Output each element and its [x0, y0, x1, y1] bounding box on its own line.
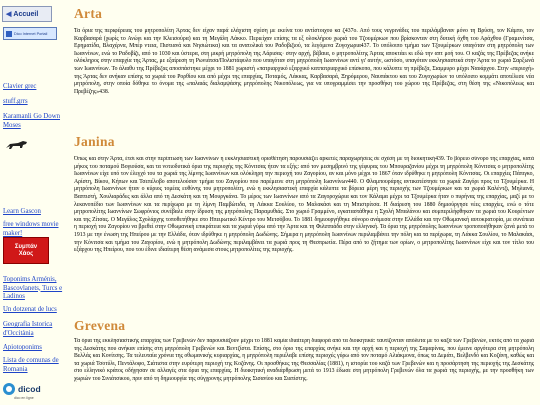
- sidebar-link-stuff[interactable]: stuff.grrs: [3, 98, 28, 105]
- dicod-icon: [3, 383, 15, 395]
- sidebar-link-karamanli[interactable]: Karamanli Go Down Moses: [3, 113, 61, 129]
- section-body-arta: Τα όρια της περιφέρειας του μητροπολίτη Άρτας δεν είχαν παρά ελάχιστη σχέση με εκείνα του αντίστοιχου κα ζ437ο. Από τους νεγρινάδες του περιλάμβαναν μόνο τη Βρύση, τον Κάμπο, τον Καρβασαρά (χωρίς το Ανώγι και την Κλεισούρα) και τη Μεγάλη Λάκκο. Περιείχαν επίσης τα εξ ολοκλήρου χωριά του Τζουμέρκων που βρίσκονταν στη δυτική όχθη του Αράχθου (Γραμενίτσα, Ερηματίδα, Βλαχέρνα, Μπέρ ντεια, Πιστιανά και Νησιώτικα) και τα ανατολικά του Ραδοβιζιού, τα λεγόμενα Ζυγοχωρια437. Το υπόλοιπο τμήμα των Τζουμέρκων υπαγόταν στη μητρόπολη των Ιωαννίνων, ενώ το Ραδοβίζι, από το 1030 και ύστερα, στη μικρή μητρόπολη της Λάρισας· στην αρχή, βέβαια, ο μητροπολίτης Άρτας αποκτάει κι εδώ την απτ μοή του. Ο καζάς της Πρέβεζας ανήκε ολόκληρος στην επαρχία της Άρτας, με εξαίρεση τη Ρωνιάτσα/Πολιστάφυλο που υπαγόταν στη μητρόπολη Ιωαννίνων αντί γι' αυτήν, ωστόσο, υπαγόταν εκκλησιαστικά στην Άρτα το χωριό Σαρξωνά των Ιωαννίνων. Το άλαιθυ της Πρέβεζας αποσπάστηκε μέχρι το 1881 χωριστή «πατριαρχικό εξαρχικό κατπατριαρχικό επίσκοπο, που κάλυπτε τη πρέβεζα, Σιαμμυρο μέχρι Ναυάρχου. Στην «περιοχή» της Άρτας δεν ανήκαν επίσης τα χωριά του Ρορθίου και από μέχρι της επαρχίας, Ποταμός, Λάκκας, Καρβασαρά, Ξηρόμερου, Ναυπάκτου και του Ζυγοχωρίων το υπόλοιπο κομμάτι αποτέλεσε νέα μητρόπολη, στην οποία δόθηκε το όνομα της «παλαιάς διαλαμψάσης μητρόπολης Νικοπόλεως, για να υπογραμμίσει την προσθήκη του χώρου της Πρέβεζας, στη θέση της «Νικοπόλεως και Πρεβέζης»438.: [74, 28, 534, 95]
- dictionary-word-2: Χάος: [18, 250, 34, 257]
- section-body-grevena: Τα όρια της εκκλησιαστικής επαρχίας των Γρεβενών δεν παρουσιάζουν μέχρι το 1881 καμία ιδιαίτερη διαφορά από τα διοικητικά: ταυτίζονταν απόλυτα με το καζά των Γρεβενών, εκτός από τα χωριά της Δεσκάτης που ανήκαν επίσης στη μητρόπολη Γρεβενών και Βεντζίστα. Επίσης, στο όριο της επαρχίας ανήκε και την αρχή και η περιοχή της Σαμαρίνας, που έμεινε αργότερα στη μητρόπολη Βελλάς και Κονίτσης. Τα τελευταία χρόνια της οθωμανικής κυριαρχίας, η μητρόπολη περιέλαβε επίσης περιοχές γύρω από τον ποταμό Αλιάκμονα, όπως τα Δεμάτι, Βελβενδό και Κοζάνη, καθώς και τα χωριά Τσοτύλι, Πεντάλοφο, Σιάτιστα στην ευρύτερη περιοχή της Κοζάνης. Οι προσθήκες της Θεσσαλίας (1881), η ιστορία του καζά των Γρεβενών και η προσάρτηση της περιοχής της Δεσκάτης στο ελληνικό κράτος οδήγησαν σε αλλαγές στα όρια της επαρχίας. Η διοικητική αναδιάρθρωση μετά το 1913 έδωσε στη μητρόπολη Γρεβενών όλα τα χωριά της περιοχής, με την προσθήκη των χωριών του Σινιάτσικου, πριν από τη δημιουργία της σύγχρονης μητρόπολης Σισανίου και Σιατίστης.: [74, 338, 534, 382]
- banner-text: Dico Internet Portail: [14, 31, 48, 36]
- dicod-subtitle: dico en ligne: [14, 396, 34, 400]
- dicod-logo[interactable]: [3, 381, 63, 397]
- dictionary-word-1: Συμπάν: [14, 243, 38, 250]
- sidebar-link-greek-keyboard[interactable]: Clavier grec: [3, 83, 37, 90]
- section-title-janina: Janina: [74, 134, 115, 149]
- arrow-left-icon: ◀: [6, 11, 12, 18]
- dictionary-box[interactable]: [3, 237, 49, 264]
- sidebar-link-apiotoponims[interactable]: Apiotoponims: [3, 344, 42, 351]
- sidebar-link-learn-gascon[interactable]: Learn Gascon: [3, 208, 41, 215]
- sidebar: [0, 0, 70, 405]
- sidebar-link-toponims[interactable]: Toponims Arménis, Bascovlanets, Turcs e Ladinos: [3, 276, 63, 300]
- section-body-janina: Όπως και στην Άρτα, έτσι και στην περίπτωση των Ιωαννίνων η εκκλησιαστική οριοθέτηση παρουσιάζει αρκετές παραχωρήσεις σε σχέση με τη διοικητική439. Το βόρειο σύνορο της επαρχίας, κατά μήκος του ποταμού Βογιούσα, και τα νοτιοδυτικά όρια της περιοχής της Κόνιτσας ήταν τα εξής: από τον μεσημβρινό της γέφυρας του Μπουραζανίου μέχρι τη μητρόπολη Κόνιτσας ο μητροπολίτης Ιωαννίνων είχε υπό τον έλεγχό του τα χωριά της λίμνης Ιωαννίνων και ολόκληρη την περιοχή του Ζαγορίου, αν και μόνο μέχρι το 1867 όταν ιδρύθηκε η μητρόπολη Κόνιτσας. Οι επαρχίες Πάπιγκο, Αρίστη, Βίκου, Κήπων και Τσεπέλοβο αποτελούσαν τμήμα του Ζαγορίου που παρέμεινε στη μητρόπολη Ιωαννίνων440. Ο Φλαμπουράρης αντικατέστησε τα χωριά Ζαγόρι προς τα Τζουμέρκα. Η μητρόπολη Ιωαννίνων ήταν ο κύριος τομέας ευθύνης του μητροπολίτη, ενώ η εκκλησιαστική επαρχία κάλυπτε τα βόρεια μέρη της περιοχής των Τζουμέρκων και τα χωριά Καλέντζι, Μηλιανά, Βαπτιστή, Χουλιαράδες και άλλα από τη Δεσκάτη και τη Μουργκάνα. Το μέρος των Ιωαννίνων από τα Ζαγοροχώρια και τον Κάλαμα μέχρι τα Τζουμέρκα ήταν ο πυρήνας της επαρχίας, μαζί με το λεκανοπέδιο των Ιωαννίνων και τα περίχωρα με τη λίμνη Παμβώτιδα, τη Λάκκα Σουλίου, το Μαλακάσι και τη Μπιστρίτσα. Η διαίρεση του 1880 δημιούργησε νέες επαρχίες, ενώ ο τότε μητροπολίτης Ιωαννίνων Σωφρόνιος συνέβαλε στην ίδρυση της μητρόπολης Παραμυθιάς. Στο χωριό Γραμμένο, εγκαταστάθηκε η Σχολή Μπαλάνου και συμπεριλήφθηκαν τα χωριά του Κουρέντων και της Ζίτσας. Ο Μεγάλος Σχολάρχης τοποθετήθηκε στο Ηπειρωτικό Κέντρο του Μετσόβου. Το 1881 δημιουργήθηκε σύνορο ανάμεσα στην Ελλάδα και την Οθωμανική αυτοκρατορία, με συνέπεια η περιοχή του Ζαγορίου να βρεθεί στην Οθωμανική επικράτεια και τα χωριά γύρω από την Άρτα και τη Φιλιππιάδα στην ελληνική. Τα όρια της μητρόπολης Ιωαννίνων τροποποιήθηκαν ξανά μετά το 1913 με την ένωση της Ηπείρου με την Ελλάδα, όταν ιδρύθηκε η μητρόπολη Δωδώνης. Σήμερα η μητρόπολη Ιωαννίνων περιλαμβάνει την πόλη και τα περίχωρα, τη Λάκκα Σουλίου, το Μαλακάσι, την Κόνιτσα και τμήμα του Ζαγορίου, ενώ η μητρόπολη Δωδώνης περιλαμβάνει τα χωριά προς τη Θεσπρωτία. Πέρα από το ζήτημα των ορίων, ο μητροπολίτης Ιωαννίνων είχε και τον τίτλο του εξάρχου της Ηπείρου, που του έδινε ιδιαίτερη θέση ανάμεσα στους μητροπολίτες της περιοχής.: [74, 156, 534, 254]
- section-title-arta: Arta: [74, 6, 103, 21]
- horse-image[interactable]: [3, 138, 33, 152]
- dicod-logo-text: dicod: [18, 384, 41, 394]
- banner-icon: [6, 31, 12, 37]
- sidebar-link-dotzenat[interactable]: Un dotzenat de lucs: [3, 306, 57, 313]
- portal-banner[interactable]: [3, 27, 57, 40]
- sidebar-link-comunas[interactable]: Lista de comunas de Romania: [3, 357, 59, 373]
- home-button-label: Accueil: [13, 10, 39, 18]
- section-title-grevena: Grevena: [74, 318, 126, 333]
- home-button[interactable]: [2, 6, 52, 22]
- main-content: [74, 0, 536, 405]
- sidebar-link-movie-maker[interactable]: free windows movie maker!: [3, 221, 59, 237]
- sidebar-link-geografia[interactable]: Geografia Istorica d'Occitània: [3, 321, 53, 337]
